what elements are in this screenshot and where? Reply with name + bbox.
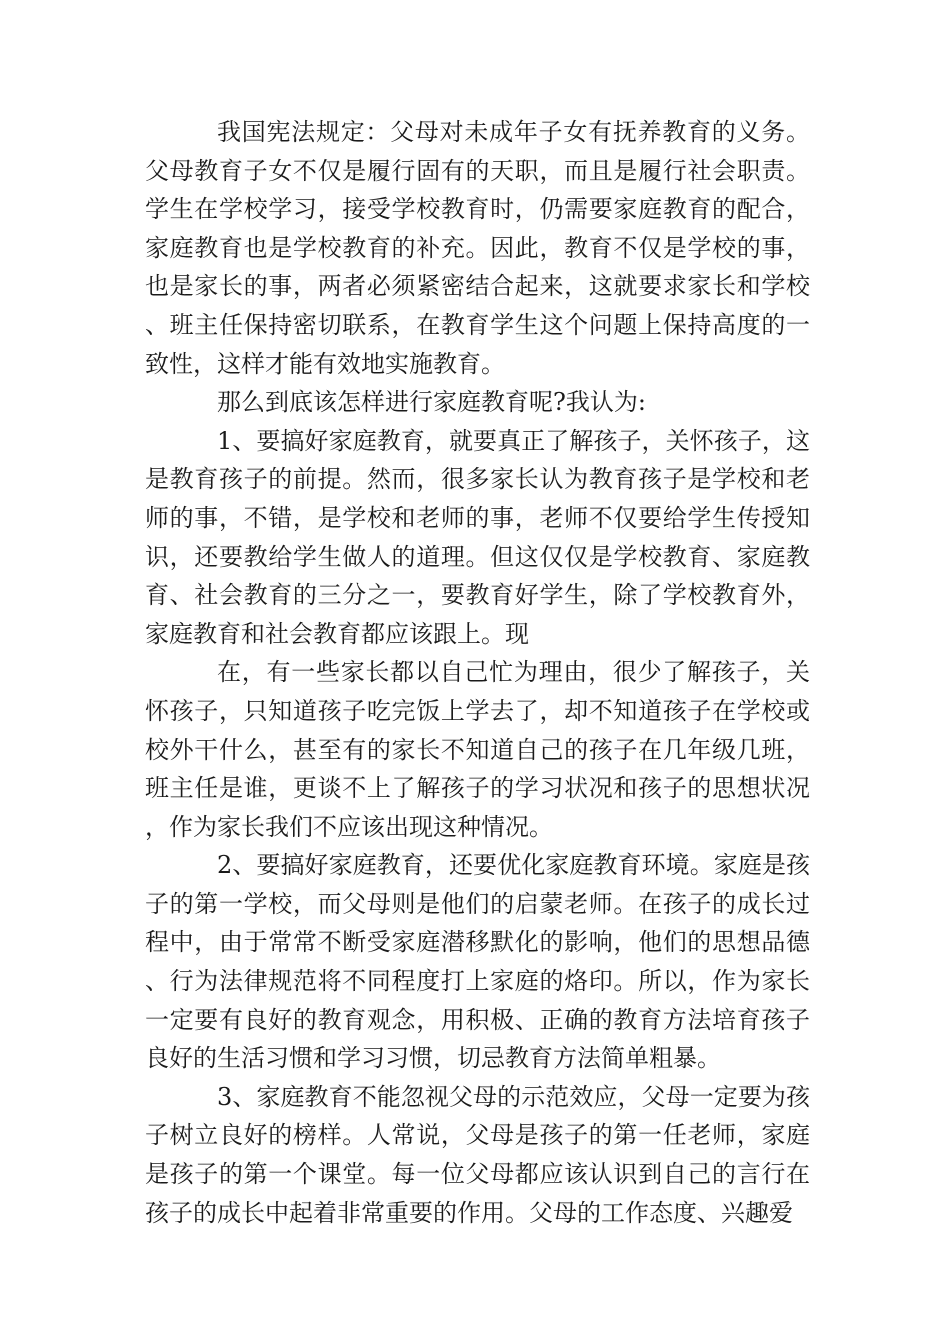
- paragraph-point-1: 1、要搞好家庭教育，就要真正了解孩子，关怀孩子，这是教育孩子的前提。然而，很多家长认为教育孩子是学校和老师的事，不错，是学校和老师的事，老师不仅要给学生传授知识，还要教给学生做人的道理。但这仅仅是学校教育、家庭教育、社会教育的三分之一，要教育好学生，除了学校教育外，家庭教育和社会教育都应该跟上。现: [145, 426, 810, 648]
- paragraph-constitution: 我国宪法规定：父母对未成年子女有抚养教育的义务。父母教育子女不仅是履行固有的天职，而且是履行社会职责。学生在学校学习，接受学校教育时，仍需要家庭教育的配合，家庭教育也是学校教育的补充。因此，教育不仅是学校的事，也是家长的事，两者必须紧密结合起来，这就要求家长和学校、班主任保持密切联系，在教育学生这个问题上保持高度的一致性，这样才能有效地实施教育。: [145, 118, 810, 378]
- paragraph-point-1-continued: 在，有一些家长都以自己忙为理由，很少了解孩子，关怀孩子，只知道孩子吃完饭上学去了，却不知道孩子在学校或校外干什么，甚至有的家长不知道自己的孩子在几年级几班，班主任是谁，更谈不上了解孩子的学习状况和孩子的思想状况，作为家长我们不应该出现这种情况。: [145, 658, 810, 841]
- paragraph-question: 那么到底该怎样进行家庭教育呢?我认为:: [217, 388, 646, 417]
- paragraph-point-3: 3、家庭教育不能忽视父母的示范效应，父母一定要为孩子树立良好的榜样。人常说，父母是孩子的第一任老师，家庭是孩子的第一个课堂。每一位父母都应该认识到自己的言行在孩子的成长中起着非常重要的作用。父母的工作态度、兴趣爱: [145, 1082, 810, 1227]
- paragraph-point-2: 2、要搞好家庭教育，还要优化家庭教育环境。家庭是孩子的第一学校，而父母则是他们的启蒙老师。在孩子的成长过程中，由于常常不断受家庭潜移默化的影响，他们的思想品德、行为法律规范将不同程度打上家庭的烙印。所以，作为家长一定要有良好的教育观念，用积极、正确的教育方法培育孩子良好的生活习惯和学习习惯，切忌教育方法简单粗暴。: [145, 851, 810, 1073]
- document-body: [145, 113, 810, 1232]
